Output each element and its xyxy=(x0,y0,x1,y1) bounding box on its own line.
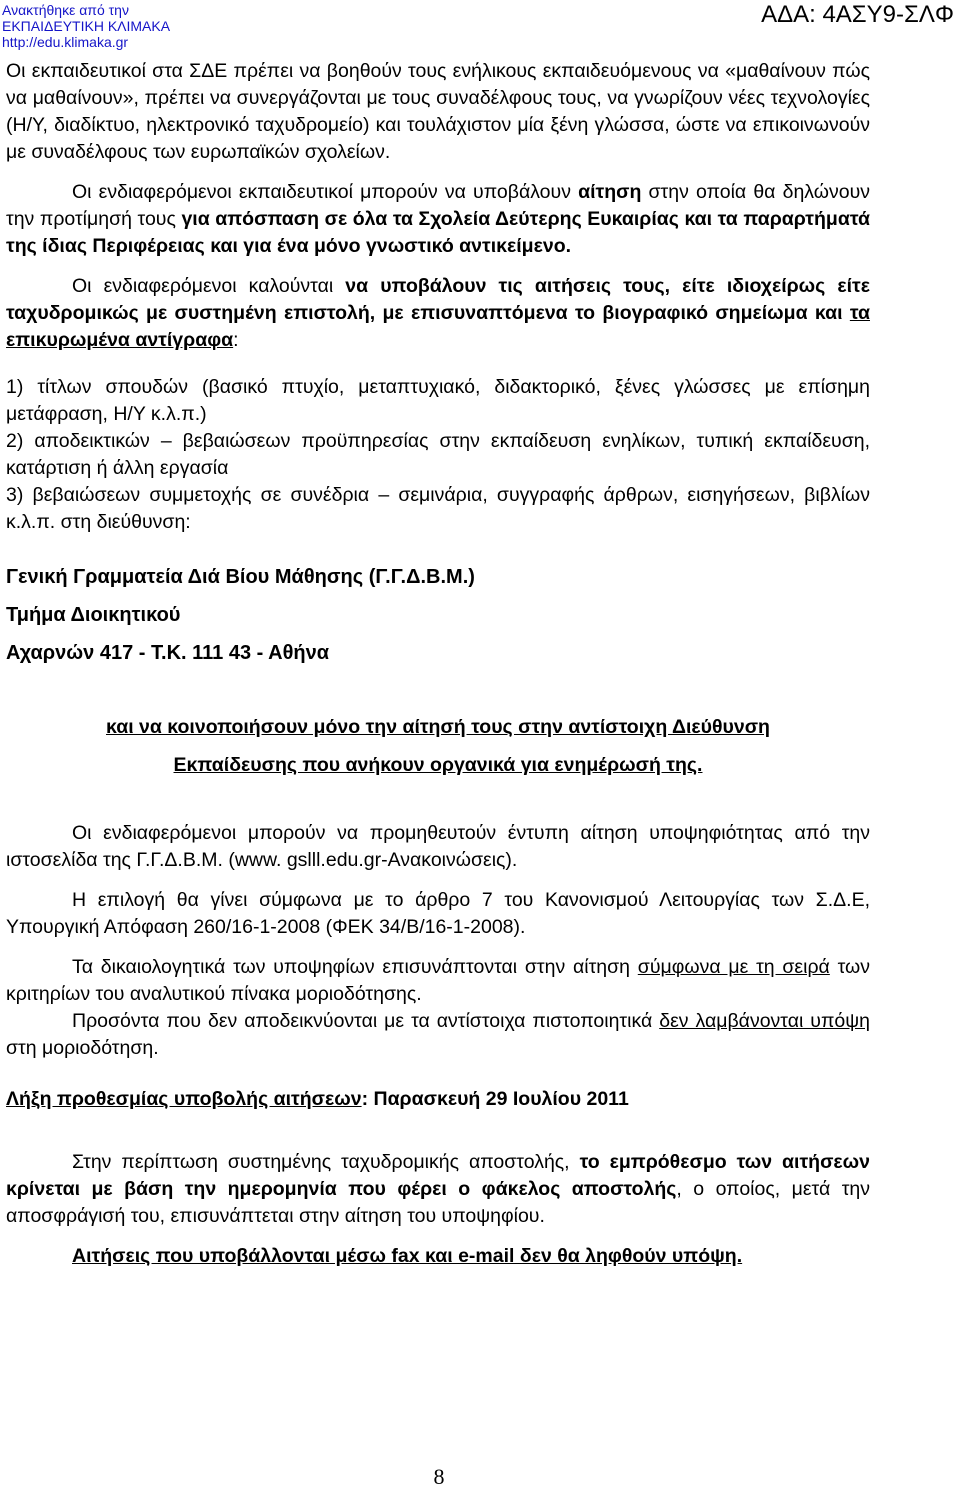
paragraph-application: Οι ενδιαφερόμενοι εκπαιδευτικοί μπορούν να υποβάλουν αίτηση στην οποία θα δηλώνουν την προτίμησή τους για απόσπαση σε όλα τα Σχολεία Δεύτερης Ευκαιρίας και τα παραρτήματά της ίδιας Περιφέρειας και για ένα μόνο γνωστικό αντικείμενο. xyxy=(6,181,870,257)
deadline-label: Λήξη προθεσμίας υποβολής αιτήσεων xyxy=(6,1088,362,1110)
secondment-scope: για απόσπαση σε όλα τα Σχολεία Δεύτερης Ευκαιρίας και τα παραρτήματά της ίδιας Περιφέρειας και για ένα μόνο γνωστικό αντικείμενο. xyxy=(6,208,870,257)
paragraph-postal-timeliness: Στην περίπτωση συστημένης ταχυδρομικής αποστολής, το εμπρόθεσμο των αιτήσεων κρίνεται με βάση την ημερομηνία που φέρει ο φάκελος αποστολής, ο οποίος, μετά την αποσφράγισή του, επισυνάπτεται στην αίτηση του υποψηφίου. xyxy=(6,1151,870,1227)
page-number: 8 xyxy=(433,1464,445,1489)
address-line-2: Τμήμα Διοικητικού xyxy=(6,604,181,626)
list-item-conferences: 3) βεβαιώσεων συμμετοχής σε συνέδρια – σεμινάρια, συγγραφής άρθρων, εισηγήσεων, βιβλίων κ.λ.π. στη διεύθυνση: xyxy=(6,484,870,533)
paragraph-form-download: Οι ενδιαφερόμενοι μπορούν να προμηθευτούν έντυπη αίτηση υποψηφιότητας από την ιστοσελίδα της Γ.Γ.Δ.Β.Μ. (www. gslll.edu.gr-Ανακοινώσεις). xyxy=(6,822,870,871)
address-line-3: Αχαρνών 417 - Τ.Κ. 111 43 - Αθήνα xyxy=(6,642,330,664)
list-item-experience: 2) αποδεικτικών – βεβαιώσεων προϋπηρεσίας στην εκπαίδευση ενηλίκων, τυπική εκπαίδευση, κατάρτιση ή άλλη εργασία xyxy=(6,430,870,479)
list-item-titles: 1) τίτλων σπουδών (βασικό πτυχίο, μεταπτυχιακό, διδακτορικό, ξένες γλώσσες με επίσημη μετάφραση, Η/Υ κ.λ.π.) xyxy=(6,376,870,425)
address-line-1: Γενική Γραμματεία Διά Βίου Μάθησης (Γ.Γ.Δ.Β.Μ.) xyxy=(6,566,475,588)
deadline-date: : Παρασκευή 29 Ιουλίου 2011 xyxy=(361,1088,629,1110)
deadline xyxy=(6,1086,870,1113)
source-link[interactable]: http://edu.klimaka.gr xyxy=(2,34,129,50)
source-stamp xyxy=(2,2,170,50)
paragraph-teacher-skills: Οι εκπαιδευτικοί στα ΣΔΕ πρέπει να βοηθούν τους ενήλικους εκπαιδευόμενους να «μαθαίνουν πώς να μαθαίνουν», πρέπει να συνεργάζονται με τους συναδέλφους τους, να γνωρίζουν νέες τεχνολογίες (Η/Υ, διαδίκτυο, ηλεκτρονικό ταχυδρομείο) και τουλάχιστον μία ξένη γλώσσα, ώστε να επικοινωνούν με συναδέλφους των ευρωπαϊκών σχολείων. xyxy=(6,60,870,163)
notify-line-2: Εκπαίδευσης που ανήκουν οργανικά για ενημέρωσή της. xyxy=(173,754,703,776)
document-body xyxy=(6,58,870,1270)
paragraph-selection-basis: Η επιλογή θα γίνει σύμφωνα με το άρθρο 7 του Κανονισμού Λειτουργίας των Σ.Δ.Ε, Υπουργική Απόφαση 260/16-1-2008 (ΦΕΚ 34/Β/16-1-2008). xyxy=(6,889,870,938)
application-word: αίτηση xyxy=(578,181,642,203)
notify-line-1: και να κοινοποιήσουν μόνο την αίτησή τους στην αντίστοιχη Διεύθυνση xyxy=(106,716,770,738)
address-block xyxy=(6,558,870,672)
paragraph-unproven-qualifications: Προσόντα που δεν αποδεικνύονται με τα αντίστοιχα πιστοποιητικά δεν λαμβάνονται υπόψη στη μοριοδότηση. xyxy=(6,1010,870,1059)
certified-copies: τα επικυρωμένα αντίγραφα xyxy=(6,302,870,351)
fax-email-note: Αιτήσεις που υποβάλλονται μέσω fax και e-mail δεν θα ληφθούν υπόψη. xyxy=(72,1245,743,1267)
source-line-2: ΕΚΠΑΙΔΕΥΤΙΚΗ ΚΛΙΜΑΚΑ xyxy=(2,18,171,34)
source-line-1: Ανακτήθηκε από την xyxy=(2,2,129,18)
ada-code: ΑΔΑ: 4ΑΣΥ9-ΣΛΦ xyxy=(761,1,954,28)
notify-block xyxy=(6,708,870,784)
paragraph-documents-order: Τα δικαιολογητικά των υποψηφίων επισυνάπτονται στην αίτηση σύμφωνα με τη σειρά των κριτηρίων του αναλυτικού πίνακα μοριοδότησης. xyxy=(6,956,870,1005)
paragraph-submission: Οι ενδιαφερόμενοι καλούνται να υποβάλουν τις αιτήσεις τους, είτε ιδιοχείρως είτε ταχυδρομικώς με συστημένη επιστολή, με επισυναπτόμενα το βιογραφικό σημείωμα και τα επικυρωμένα αντίγραφα: xyxy=(6,275,871,351)
